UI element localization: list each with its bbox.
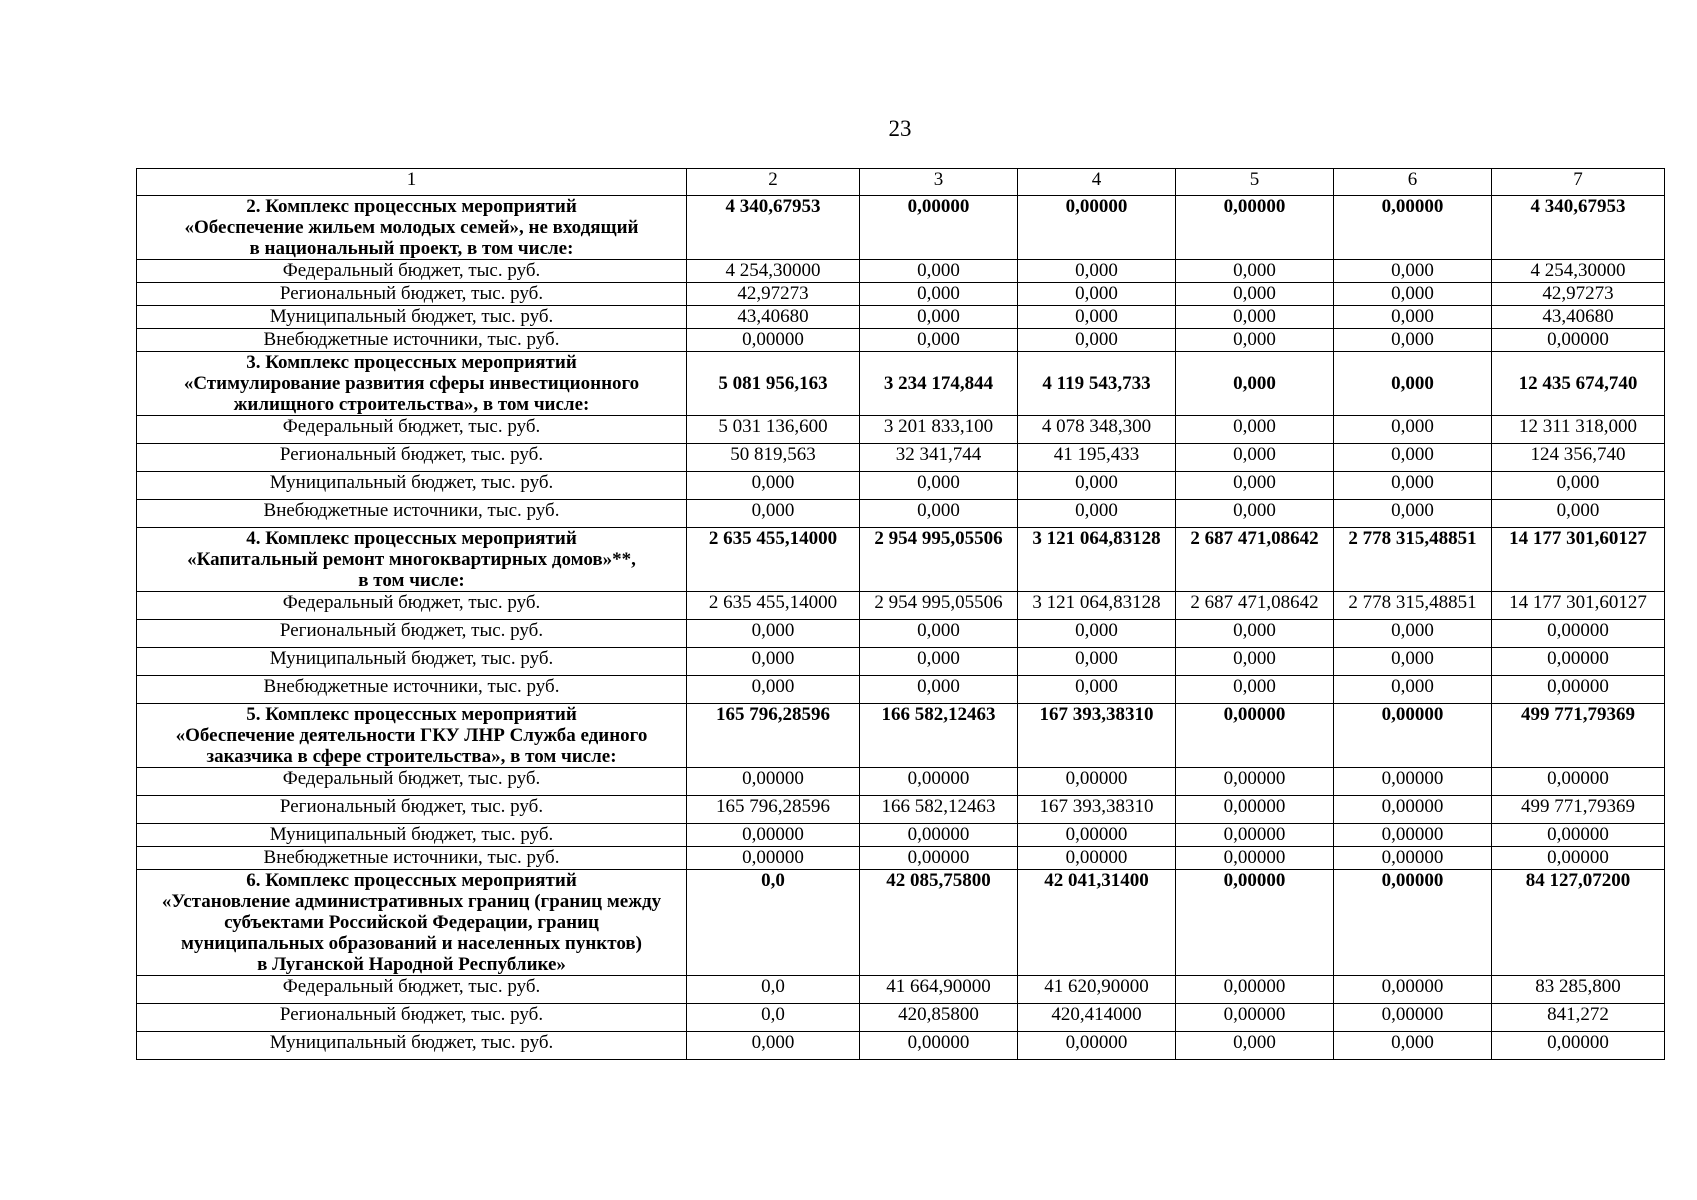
funding-value: 2 687 471,08642: [1176, 592, 1334, 620]
funding-source-label: Федеральный бюджет, тыс. руб.: [137, 592, 687, 620]
funding-source-label: Внебюджетные источники, тыс. руб.: [137, 329, 687, 352]
section-total-value: 166 582,12463: [860, 704, 1018, 768]
funding-value: 0,000: [1176, 416, 1334, 444]
funding-value: 0,000: [1334, 283, 1492, 306]
funding-source-row: [137, 768, 1665, 796]
header-row: [137, 169, 1665, 196]
funding-value: 0,000: [860, 329, 1018, 352]
funding-value: 0,00000: [1492, 768, 1665, 796]
funding-source-row: [137, 500, 1665, 528]
funding-value: 0,000: [860, 676, 1018, 704]
funding-value: 12 311 318,000: [1492, 416, 1665, 444]
funding-source-label: Внебюджетные источники, тыс. руб.: [137, 676, 687, 704]
section-total-value: 0,00000: [860, 196, 1018, 260]
funding-value: 0,00000: [860, 824, 1018, 847]
funding-source-label: Региональный бюджет, тыс. руб.: [137, 1004, 687, 1032]
funding-source-label: Региональный бюджет, тыс. руб.: [137, 283, 687, 306]
section-title-line: «Установление административных границ (границ между: [161, 891, 662, 912]
section-title: [137, 196, 687, 260]
section-total-value: 2 778 315,48851: [1334, 528, 1492, 592]
funding-value: 0,000: [1334, 676, 1492, 704]
funding-value: 0,000: [687, 472, 860, 500]
section-title-line: в том числе:: [358, 570, 465, 591]
funding-value: 0,000: [687, 620, 860, 648]
funding-value: 0,000: [687, 676, 860, 704]
column-number-header: 6: [1334, 169, 1492, 196]
section-title-line: «Капитальный ремонт многоквартирных домов»**,: [187, 549, 636, 570]
funding-source-label: Муниципальный бюджет, тыс. руб.: [137, 648, 687, 676]
funding-value: 0,00000: [1334, 976, 1492, 1004]
section-title-line: 6. Комплекс процессных мероприятий: [246, 870, 577, 891]
section-title-line: жилищного строительства», в том числе:: [233, 394, 590, 415]
funding-value: 0,000: [1176, 444, 1334, 472]
section-total-value: 0,0: [687, 870, 860, 976]
funding-value: 0,000: [1176, 676, 1334, 704]
funding-value: 0,000: [1176, 306, 1334, 329]
funding-value: 0,000: [1492, 472, 1665, 500]
funding-source-label: Муниципальный бюджет, тыс. руб.: [137, 1032, 687, 1060]
funding-value: 50 819,563: [687, 444, 860, 472]
funding-value: 0,000: [1176, 329, 1334, 352]
funding-value: 0,000: [1334, 648, 1492, 676]
section-total-value: 0,00000: [1018, 196, 1176, 260]
column-number-header: 3: [860, 169, 1018, 196]
section-total-value: 165 796,28596: [687, 704, 860, 768]
funding-value: 420,414000: [1018, 1004, 1176, 1032]
funding-source-label: Региональный бюджет, тыс. руб.: [137, 620, 687, 648]
section-title-line: муниципальных образований и населенных пунктов): [181, 933, 642, 954]
section-total-value: 2 954 995,05506: [860, 528, 1018, 592]
funding-value: 0,00000: [1176, 847, 1334, 870]
section-total-value: 167 393,38310: [1018, 704, 1176, 768]
funding-value: 0,00000: [1176, 796, 1334, 824]
section-total-value: 0,00000: [1334, 704, 1492, 768]
section-total-value: 0,000: [1334, 352, 1492, 416]
section-title: [137, 352, 687, 416]
funding-value: 0,000: [687, 648, 860, 676]
funding-value: 0,0: [687, 1004, 860, 1032]
funding-value: 0,00000: [860, 768, 1018, 796]
funding-value: 0,00000: [1492, 847, 1665, 870]
funding-value: 0,00000: [1176, 824, 1334, 847]
section-title-line: «Стимулирование развития сферы инвестиционного: [183, 373, 640, 394]
section-row: [137, 528, 1665, 592]
section-total-value: 2 687 471,08642: [1176, 528, 1334, 592]
funding-value: 0,000: [1334, 329, 1492, 352]
funding-value: 0,000: [1176, 620, 1334, 648]
section-total-value: 499 771,79369: [1492, 704, 1665, 768]
funding-value: 0,000: [687, 1032, 860, 1060]
funding-value: 0,00000: [1334, 824, 1492, 847]
funding-value: 0,000: [1334, 472, 1492, 500]
funding-value: 0,000: [1176, 500, 1334, 528]
funding-source-label: Региональный бюджет, тыс. руб.: [137, 444, 687, 472]
section-title-line: в Луганской Народной Республике»: [257, 954, 566, 975]
section-row: [137, 704, 1665, 768]
funding-value: 42,97273: [1492, 283, 1665, 306]
funding-source-row: [137, 283, 1665, 306]
funding-value: 0,000: [1176, 472, 1334, 500]
funding-value: 0,000: [1334, 306, 1492, 329]
section-total-value: 14 177 301,60127: [1492, 528, 1665, 592]
funding-value: 0,00000: [687, 768, 860, 796]
funding-value: 0,00000: [1492, 824, 1665, 847]
funding-value: 43,40680: [1492, 306, 1665, 329]
funding-source-label: Региональный бюджет, тыс. руб.: [137, 796, 687, 824]
funding-value: 0,000: [860, 648, 1018, 676]
section-total-value: 0,00000: [1176, 704, 1334, 768]
section-title-line: 5. Комплекс процессных мероприятий: [246, 704, 577, 725]
section-total-value: 2 635 455,14000: [687, 528, 860, 592]
column-number-header: 1: [137, 169, 687, 196]
funding-value: 124 356,740: [1492, 444, 1665, 472]
section-title-line: «Обеспечение жильем молодых семей», не входящий: [184, 217, 639, 238]
funding-value: 0,00000: [1492, 620, 1665, 648]
section-title-line: 4. Комплекс процессных мероприятий: [246, 528, 577, 549]
funding-value: 0,000: [860, 620, 1018, 648]
column-number-header: 5: [1176, 169, 1334, 196]
page-number: 23: [888, 116, 912, 141]
funding-value: 0,000: [1176, 648, 1334, 676]
funding-source-row: [137, 824, 1665, 847]
funding-value: 0,000: [1334, 620, 1492, 648]
funding-value: 0,00000: [860, 847, 1018, 870]
section-title: [137, 870, 687, 976]
funding-value: 0,000: [687, 500, 860, 528]
funding-value: 3 121 064,83128: [1018, 592, 1176, 620]
section-title-line: субъектами Российской Федерации, границ: [224, 912, 599, 933]
funding-value: 83 285,800: [1492, 976, 1665, 1004]
funding-value: 43,40680: [687, 306, 860, 329]
section-total-value: 42 085,75800: [860, 870, 1018, 976]
funding-source-row: [137, 648, 1665, 676]
funding-source-row: [137, 416, 1665, 444]
funding-value: 0,000: [860, 283, 1018, 306]
section-total-value: 84 127,07200: [1492, 870, 1665, 976]
section-title-line: в национальный проект, в том числе:: [249, 238, 574, 259]
funding-source-row: [137, 260, 1665, 283]
section-total-value: 3 121 064,83128: [1018, 528, 1176, 592]
funding-value: 167 393,38310: [1018, 796, 1176, 824]
funding-value: 0,000: [1018, 329, 1176, 352]
funding-source-row: [137, 847, 1665, 870]
funding-source-row: [137, 1032, 1665, 1060]
section-total-value: 42 041,31400: [1018, 870, 1176, 976]
funding-value: 0,000: [1334, 260, 1492, 283]
section-total-value: 4 119 543,733: [1018, 352, 1176, 416]
section-title: [137, 528, 687, 592]
funding-value: 0,000: [1018, 500, 1176, 528]
funding-source-row: [137, 1004, 1665, 1032]
funding-value: 0,00000: [1334, 768, 1492, 796]
funding-value: 0,0: [687, 976, 860, 1004]
section-total-value: 5 081 956,163: [687, 352, 860, 416]
funding-value: 0,00000: [1334, 796, 1492, 824]
funding-value: 0,00000: [687, 329, 860, 352]
funding-value: 41 664,90000: [860, 976, 1018, 1004]
funding-value: 0,00000: [1176, 1004, 1334, 1032]
funding-value: 0,000: [1018, 306, 1176, 329]
funding-value: 2 778 315,48851: [1334, 592, 1492, 620]
section-total-value: 4 340,67953: [687, 196, 860, 260]
funding-source-label: Муниципальный бюджет, тыс. руб.: [137, 306, 687, 329]
funding-value: 5 031 136,600: [687, 416, 860, 444]
funding-value: 3 201 833,100: [860, 416, 1018, 444]
funding-source-label: Муниципальный бюджет, тыс. руб.: [137, 472, 687, 500]
section-title-line: 2. Комплекс процессных мероприятий: [246, 196, 577, 217]
funding-value: 0,00000: [1018, 768, 1176, 796]
funding-source-label: Федеральный бюджет, тыс. руб.: [137, 260, 687, 283]
funding-value: 499 771,79369: [1492, 796, 1665, 824]
funding-source-label: Внебюджетные источники, тыс. руб.: [137, 500, 687, 528]
funding-value: 4 254,30000: [1492, 260, 1665, 283]
funding-source-label: Муниципальный бюджет, тыс. руб.: [137, 824, 687, 847]
funding-source-row: [137, 592, 1665, 620]
funding-value: 0,000: [1176, 1032, 1334, 1060]
funding-value: 14 177 301,60127: [1492, 592, 1665, 620]
funding-value: 0,000: [860, 472, 1018, 500]
funding-source-row: [137, 976, 1665, 1004]
funding-value: 0,000: [1334, 416, 1492, 444]
section-total-value: 0,00000: [1176, 196, 1334, 260]
funding-source-row: [137, 620, 1665, 648]
funding-value: 0,000: [1334, 1032, 1492, 1060]
funding-value: 32 341,744: [860, 444, 1018, 472]
funding-value: 0,00000: [1334, 1004, 1492, 1032]
funding-value: 4 254,30000: [687, 260, 860, 283]
funding-value: 0,000: [1176, 283, 1334, 306]
funding-value: 0,00000: [687, 824, 860, 847]
funding-value: 0,000: [860, 306, 1018, 329]
column-number-header: 2: [687, 169, 860, 196]
funding-value: 0,000: [1018, 283, 1176, 306]
funding-source-label: Федеральный бюджет, тыс. руб.: [137, 976, 687, 1004]
section-total-value: 3 234 174,844: [860, 352, 1018, 416]
funding-source-row: [137, 676, 1665, 704]
funding-source-row: [137, 306, 1665, 329]
section-title-line: 3. Комплекс процессных мероприятий: [246, 352, 577, 373]
section-row: [137, 352, 1665, 416]
funding-value: 0,000: [1018, 676, 1176, 704]
funding-value: 0,00000: [1176, 768, 1334, 796]
funding-value: 0,000: [1176, 260, 1334, 283]
funding-value: 42,97273: [687, 283, 860, 306]
budget-table: [136, 168, 1665, 1060]
column-number-header: 4: [1018, 169, 1176, 196]
funding-value: 0,000: [1018, 472, 1176, 500]
section-row: [137, 870, 1665, 976]
section-title: [137, 704, 687, 768]
funding-value: 0,00000: [1018, 847, 1176, 870]
funding-source-label: Федеральный бюджет, тыс. руб.: [137, 416, 687, 444]
funding-value: 0,00000: [1018, 824, 1176, 847]
section-total-value: 0,00000: [1334, 870, 1492, 976]
funding-value: 0,00000: [1176, 976, 1334, 1004]
funding-source-row: [137, 796, 1665, 824]
funding-source-row: [137, 472, 1665, 500]
section-total-value: 0,000: [1176, 352, 1334, 416]
funding-value: 2 635 455,14000: [687, 592, 860, 620]
funding-value: 2 954 995,05506: [860, 592, 1018, 620]
funding-value: 0,00000: [1334, 847, 1492, 870]
funding-value: 165 796,28596: [687, 796, 860, 824]
funding-value: 4 078 348,300: [1018, 416, 1176, 444]
funding-value: 0,00000: [1492, 329, 1665, 352]
funding-value: 0,00000: [1492, 676, 1665, 704]
section-total-value: 0,00000: [1176, 870, 1334, 976]
section-total-value: 4 340,67953: [1492, 196, 1665, 260]
funding-source-row: [137, 444, 1665, 472]
funding-source-label: Федеральный бюджет, тыс. руб.: [137, 768, 687, 796]
funding-value: 841,272: [1492, 1004, 1665, 1032]
funding-value: 0,00000: [1492, 1032, 1665, 1060]
funding-value: 0,000: [1334, 444, 1492, 472]
funding-value: 0,000: [860, 260, 1018, 283]
funding-value: 0,000: [1018, 648, 1176, 676]
funding-value: 41 620,90000: [1018, 976, 1176, 1004]
funding-source-row: [137, 329, 1665, 352]
funding-value: 0,00000: [1492, 648, 1665, 676]
funding-value: 0,000: [1492, 500, 1665, 528]
funding-value: 0,000: [1334, 500, 1492, 528]
section-title-line: «Обеспечение деятельности ГКУ ЛНР Служба единого: [175, 725, 648, 746]
funding-value: 166 582,12463: [860, 796, 1018, 824]
funding-value: 41 195,433: [1018, 444, 1176, 472]
funding-source-label: Внебюджетные источники, тыс. руб.: [137, 847, 687, 870]
section-total-value: 0,00000: [1334, 196, 1492, 260]
column-number-header: 7: [1492, 169, 1665, 196]
funding-value: 0,000: [1018, 620, 1176, 648]
funding-value: 0,00000: [860, 1032, 1018, 1060]
section-row: [137, 196, 1665, 260]
funding-value: 0,000: [1018, 260, 1176, 283]
funding-value: 0,000: [860, 500, 1018, 528]
section-total-value: 12 435 674,740: [1492, 352, 1665, 416]
section-title-line: заказчика в сфере строительства», в том числе:: [206, 746, 617, 767]
funding-value: 0,00000: [687, 847, 860, 870]
funding-value: 0,00000: [1018, 1032, 1176, 1060]
funding-value: 420,85800: [860, 1004, 1018, 1032]
